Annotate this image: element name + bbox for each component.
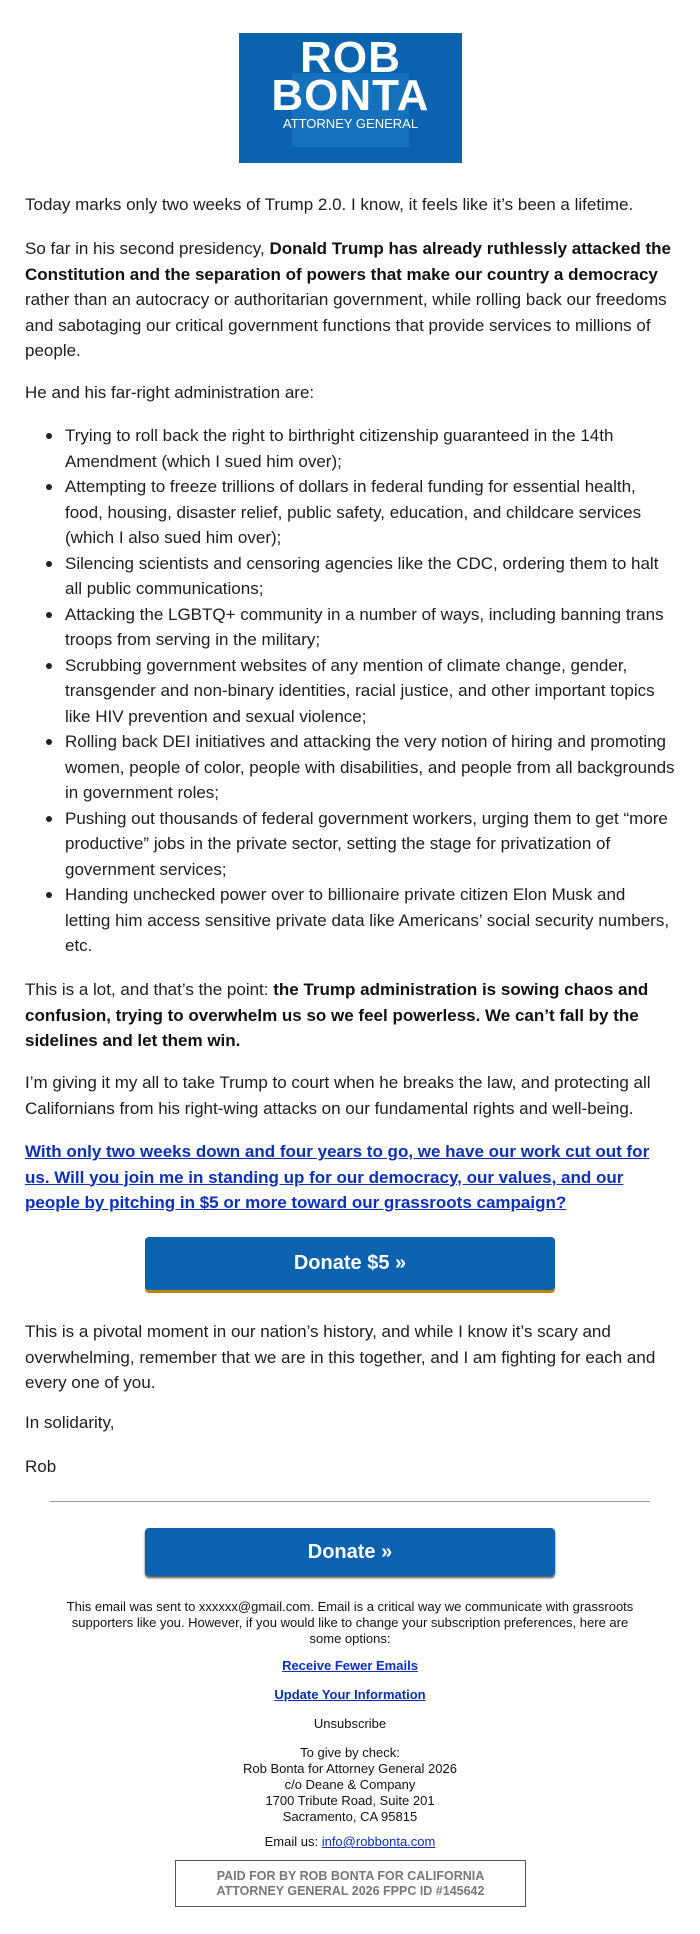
email-link[interactable]: info@robbonta.com <box>321 1834 436 1849</box>
administration-paragraph: He and his far-right administration are: <box>25 383 315 402</box>
disclaimer-line-2: ATTORNEY GENERAL 2026 FPPC ID #145642 <box>216 1884 485 1898</box>
list-item: Attempting to freeze trillions of dollars in federal funding for essential health, food, housing, disaster relief, public safety, education, and childcare services (which I also sued him over); <box>25 474 675 551</box>
chaos-text-bold: the Trump administration is sowing chaos and confusion, trying to overwhelm us so we feel powerless. We can’t fall by the sidelines and let them win. <box>25 980 649 1050</box>
pivotal-paragraph: This is a pivotal moment in our nation’s history, and while I know it’s scary and overwhelming, remember that we are in this together, and I am fighting for each and every one of you. <box>25 1322 656 1392</box>
update-info-row <box>60 1687 640 1703</box>
unsubscribe-row <box>60 1716 640 1732</box>
contact-row <box>60 1834 640 1850</box>
list-item: Trying to roll back the right to birthright citizenship guaranteed in the 14th Amendment (which I sued him over); <box>25 423 675 474</box>
closing-text: In solidarity, <box>25 1413 115 1432</box>
list-item: Pushing out thousands of federal government workers, urging them to get “more productive” jobs in the private sector, setting the stage for privatization of government services; <box>25 806 675 883</box>
presidency-text-start: So far in his second presidency, <box>25 239 270 258</box>
donate-5-button[interactable]: Donate $5 » <box>145 1237 555 1290</box>
check-city: Sacramento, CA 95815 <box>282 1809 418 1824</box>
unsubscribe-link[interactable]: Unsubscribe <box>313 1716 387 1731</box>
receive-fewer-emails-link[interactable]: Receive Fewer Emails <box>282 1658 418 1673</box>
signature: Rob <box>25 1457 57 1476</box>
footer-divider <box>50 1501 650 1502</box>
donate-button[interactable]: Donate » <box>145 1528 555 1576</box>
check-street: 1700 Tribute Road, Suite 201 <box>265 1793 435 1808</box>
cta-paragraph <box>25 1139 675 1216</box>
rob-bonta-logo <box>239 33 462 163</box>
list-item: Attacking the LGBTQ+ community in a number of ways, including banning trans troops from serving in the military; <box>25 602 675 653</box>
email-label: Email us: <box>264 1834 322 1849</box>
logo-line-3: ATTORNEY GENERAL <box>282 116 419 131</box>
list-item: Scrubbing government websites of any mention of climate change, gender, transgender and non-binary identities, racial justice, and other important topics like HIV prevention and sexual violence; <box>25 653 675 730</box>
logo-line-2: BONTA <box>271 71 430 120</box>
check-name: Rob Bonta for Attorney General 2026 <box>243 1761 457 1776</box>
update-information-link[interactable]: Update Your Information <box>274 1687 426 1702</box>
intro-paragraph: Today marks only two weeks of Trump 2.0. I know, it feels like it’s been a lifetime. <box>25 195 634 214</box>
list-item: Rolling back DEI initiatives and attacking the very notion of hiring and promoting women, people of color, people with disabilities, and people from all backgrounds in government roles; <box>25 729 675 806</box>
check-address <box>60 1745 640 1825</box>
attacks-list <box>25 423 675 959</box>
list-item: Handing unchecked power over to billionaire private citizen Elon Musk and letting him access sensitive private data like Americans’ social security numbers, etc. <box>25 882 675 959</box>
check-co: c/o Deane & Company <box>284 1777 416 1792</box>
disclaimer-line-1: PAID FOR BY ROB BONTA FOR CALIFORNIA <box>216 1869 485 1883</box>
check-label: To give by check: <box>300 1745 400 1760</box>
fewer-emails-row <box>60 1658 640 1674</box>
chaos-text-start: This is a lot, and that’s the point: <box>25 980 274 999</box>
presidency-paragraph <box>25 236 675 364</box>
court-paragraph: I’m giving it my all to take Trump to court when he breaks the law, and protecting all Californians from his right-wing attacks on our fundamental rights and well-being. <box>25 1073 651 1118</box>
logo-line-1: ROB <box>300 33 401 82</box>
chaos-paragraph <box>25 977 675 1054</box>
presidency-text-end: rather than an autocracy or authoritarian government, while rolling back our freedoms and sabotaging our critical government functions that provide services to millions of people. <box>25 290 667 360</box>
donate-cta-link[interactable]: With only two weeks down and four years to go, we have our work cut out for us. Will you join me in standing up for our democracy, our values, and our people by pitching in $5 or more toward our grassroots campaign? <box>25 1142 650 1212</box>
list-item: Silencing scientists and censoring agencies like the CDC, ordering them to halt all public communications; <box>25 551 675 602</box>
paid-for-disclaimer <box>175 1860 526 1907</box>
subscription-notice: This email was sent to xxxxxx@gmail.com. Email is a critical way we communicate with grassroots supporters like you. However, if you would like to change your subscription preferences, here are some options: <box>66 1599 634 1646</box>
presidency-text-bold: Donald Trump has already ruthlessly attacked the Constitution and the separation of powers that make our country a democracy <box>25 239 671 284</box>
